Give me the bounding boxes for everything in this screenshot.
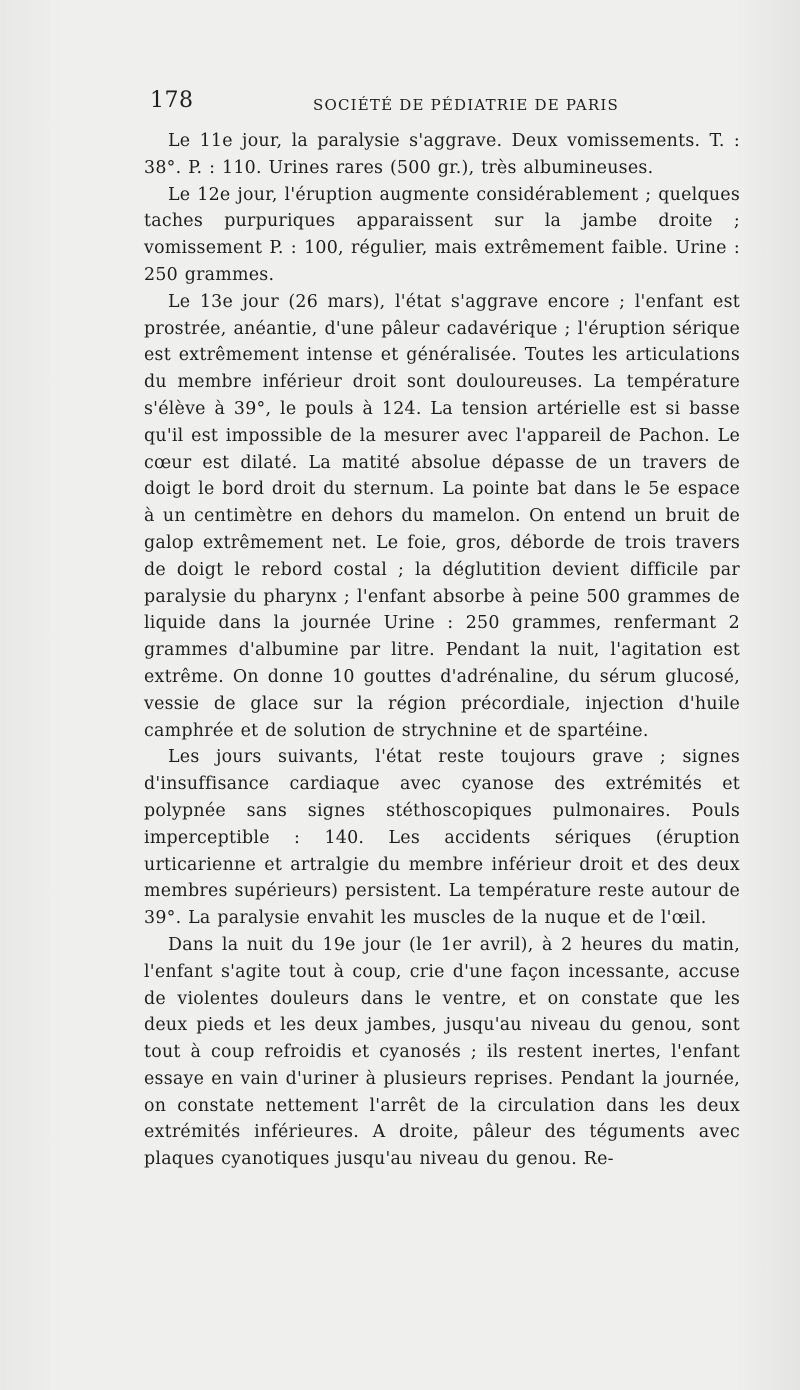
paragraph-day-19: Dans la nuit du 19e jour (le 1er avril), à 2 heures du matin, l'enfant s'agite tout à coup, crie d'une façon incessante, accuse de violentes douleurs dans le ventre, et on constate que les deux pieds et les deux jambes, jusqu'au niveau du genou, sont tout à coup refroidis et cyanosés ; ils restent inertes, l'enfant essaye en vain d'uriner à plusieurs reprises. Pendant la journée, on constate nettement l'arrêt de la circulation dans les deux extrémités inférieures. A droite, pâleur des téguments avec plaques cyanotiques jusqu'au niveau du genou. Re- [144, 934, 740, 1170]
paragraph-day-13: Le 13e jour (26 mars), l'état s'aggrave encore ; l'enfant est prostrée, anéantie, d'une pâleur cadavérique ; l'éruption sérique est extrêmement intense et généralisée. Toutes les articulations du membre inférieur droit sont douloureuses. La température s'élève à 39°, le pouls à 124. La tension artérielle est si basse qu'il est impossible de la mesurer avec l'appareil de Pachon. Le cœur est dilaté. La matité absolue dépasse de un travers de doigt le bord droit du sternum. La pointe bat dans le 5e espace à un centimètre en dehors du mamelon. On entend un bruit de galop extrêmement net. Le foie, gros, déborde de trois travers de doigt le rebord costal ; la déglutition devient difficile par paralysie du pharynx ; l'enfant absorbe à peine 500 grammes de liquide dans la journée Urine : 250 grammes, renfermant 2 grammes d'albumine par litre. Pendant la nuit, l'agitation est extrême. On donne 10 gouttes d'adrénaline, du sérum glucosé, vessie de glace sur la région précordiale, injection d'huile camphrée et de solution de strychnine et de spartéine. [144, 291, 740, 741]
paragraph-day-12: Le 12e jour, l'éruption augmente considérablement ; quelques taches purpuriques apparaissent sur la jambe droite ; vomissement P. : 100, régulier, mais extrêmement faible. Urine : 250 grammes. [144, 184, 740, 285]
paragraph-day-11: Le 11e jour, la paralysie s'aggrave. Deux vomissements. T. : 38°. P. : 110. Urines rares (500 gr.), très albumineuses. [144, 131, 740, 178]
paragraph-following-days: Les jours suivants, l'état reste toujours grave ; signes d'insuffisance cardiaque avec cyanose des extrémités et polypnée sans signes stéthoscopiques pulmonaires. Pouls imperceptible : 140. Les accidents sériques (éruption urticarienne et artralgie du membre inférieur droit et des deux membres supérieurs) persistent. La température reste autour de 39°. La paralysie envahit les muscles de la nuque et de l'œil. [144, 747, 740, 929]
body-text [144, 128, 740, 1173]
running-title: SOCIÉTÉ DE PÉDIATRIE DE PARIS [313, 96, 619, 114]
page-number: 178 [150, 88, 194, 113]
page-header [150, 88, 740, 118]
